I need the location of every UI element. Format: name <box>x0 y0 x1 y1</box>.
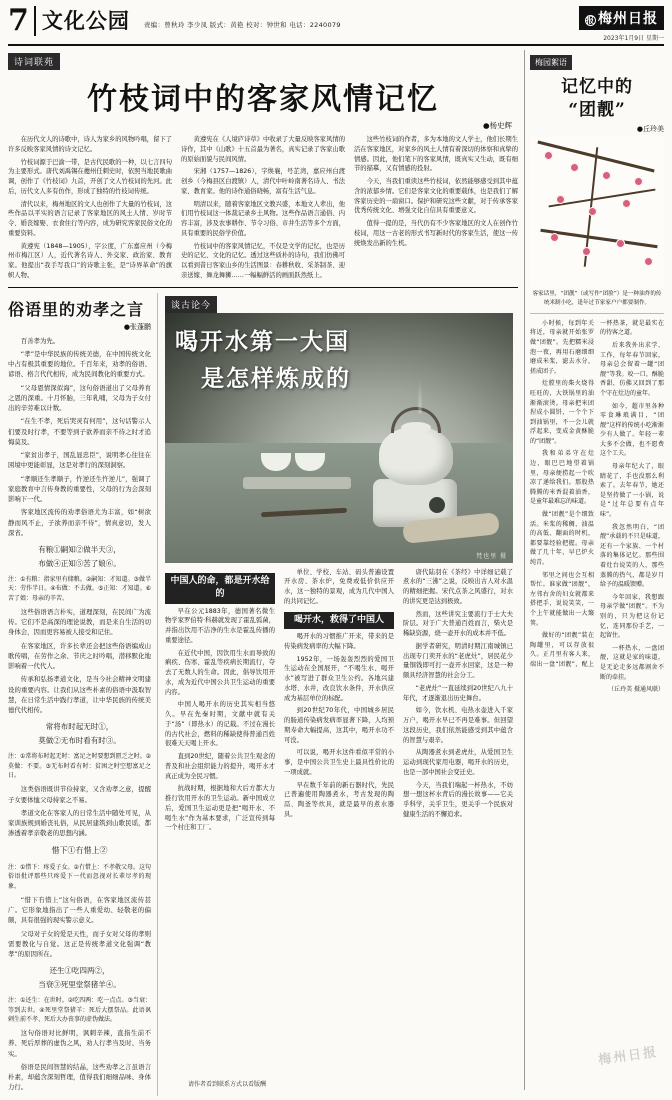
masthead <box>8 3 664 46</box>
right-headline-line2: “团靓” <box>568 99 626 120</box>
paragraph: 今天，当我们重读这些竹枝词，依然能够感受到其中蕴含的浓郁乡情。它们是客家文化的重要载体，也是我们了解客家历史的一扇窗口。保护和研究这些文献，对于传承客家优秀传统文化、增强文化自信具有重要意义。 <box>354 178 518 215</box>
paragraph: 灶膛里的柴火烧得旺旺的，大铁锅里的油渐渐滚烫。母亲把米团捏成小圆饼，一个个下到油锅里，不一会儿就浮起来，变成金黄酥脆的“团靓”。 <box>530 380 594 445</box>
verse-line: 莫做②无布时看有时③。 <box>38 735 121 745</box>
paragraph: “孝顺还生孝顺子，忤逆还生忤逆儿”，强调了家庭教育中言传身教的重要性，父母的行为会深刻影响下一代。 <box>8 474 151 503</box>
proverb-article <box>8 293 158 1096</box>
paragraph: 竹枝词中的客家风情记忆，不仅是文学的记忆，也是历史的记忆、文化的记忆。透过这些质朴的诗句，我们仿佛可以看到昔日客家山乡的生活图景：春耕秋收、采茶制茶、迎亲送嫁、舞龙舞狮……一幅幅鲜活的画面跃然纸上。 <box>181 242 345 279</box>
paragraph: 在客家地区，许多长辈还会把这些俗语编成山歌传唱，在劳作之余、节庆之时吟唱，潜移默化地影响着一代代人。 <box>8 641 151 671</box>
feature-headline-line2: 是怎样炼成的 <box>201 364 351 392</box>
photo-steam <box>419 379 421 413</box>
lead-body <box>8 135 518 281</box>
feature-article <box>165 293 513 1096</box>
verse-line: 有粮①嗣知②做半天③， <box>38 545 121 554</box>
right-column-tag: 梅园絮语 <box>530 55 572 70</box>
feature-headline <box>175 323 351 393</box>
verse-line: 还生①吃四两②， <box>49 966 110 976</box>
paragraph: 黄遵宪在《人境庐诗草》中收录了大量反映客家风情的诗作，其中《山歌》十五首最为著名，真实记录了客家山歌的原始面貌与民间风情。 <box>181 136 345 163</box>
paragraph: 黄遵宪（1848—1905），字公度，广东嘉应州（今梅州市梅江区）人，近代著名诗人、外交家、政治家、教育家。他提出“我手写我口”的诗歌主张，是“诗界革命”的旗帜人物。 <box>8 242 172 279</box>
proverb-body-4 <box>8 895 151 960</box>
blossom <box>622 199 631 208</box>
blossom <box>582 247 591 256</box>
proverb-body-2 <box>8 607 151 716</box>
verse-line: 布做④正知⑤苦了娘⑥。 <box>38 558 121 568</box>
paragraph: 母亲年纪大了，眼睛花了，手也没那么利索了。去年春节，她还是坚持做了一小锅，说是“过年总要有点年味”。 <box>600 463 664 519</box>
lead-byline: ●杨史辉 <box>482 121 512 130</box>
paragraph: “惜下冇惜上”这句俗语，在客家地区流传甚广。它形象地指出了一些人重爱幼、轻敬老的偏颇，具有很强的现实警示意义。 <box>8 895 151 925</box>
paragraph: 在近代中国，因饮用生水而导致的痢疾、伤寒、霍乱等疾病长期流行，夺去了无数人的生命。因此，倡导饮用开水，成为近代中国公共卫生运动的重要内容。 <box>165 649 275 696</box>
section-title: 文化公园 <box>34 6 130 36</box>
newspaper-logo: 报 梅州日报 <box>579 6 664 30</box>
proverb-verse-2 <box>8 720 151 747</box>
paragraph: 邻里之间也会互相帮忙。谁家做“团靓”，左邻右舍的妇女就都来搭把手，说说笑笑，一个上午就能做出一大簸箕。 <box>530 571 594 627</box>
proverb-note-2: 注：①常将布时起无时：富足之时要想到匮乏之时。②莫做：不要。③无布时看有时：贫困之时空想富足之日。 <box>8 753 151 779</box>
blossom <box>616 239 625 248</box>
paragraph: 1952年，一场轰轰烈烈的爱国卫生运动在全国展开，“不喝生水、喝开水”被写进了群众卫生公约。各地兴建水塔、水井，改良饮水条件，开水供应成为基层单位的标配。 <box>284 655 394 702</box>
paragraph: 百善孝为先。 <box>20 336 60 345</box>
watermark: 梅州日报 <box>597 1044 660 1069</box>
paragraph: 小时候，每到年关将近，母亲就开始张罗做“团靓”。先把糯米浸泡一夜，再用石磨细细磨成米浆，滤去水分，搓成团子。 <box>530 319 594 375</box>
illustration-caption: 客家话里，“团靓”（或写作“团脸”）是一种油炸的传统米制小吃，逢年过节家家户户都要制作。 <box>532 290 662 306</box>
paragraph: 抗战时期，根据地和大后方都大力推行饮用开水的卫生运动。新中国成立后，爱国卫生运动更是把“喝开水、不喝生水”作为基本要求，广泛宣传到每一个村庄和工厂。 <box>165 785 275 832</box>
blossom <box>550 233 559 242</box>
paragraph: 到20世纪70年代，中国城乡居民的肠道传染病发病率显著下降，人均预期寿命大幅提高，这其中，喝开水功不可没。 <box>284 707 394 744</box>
paragraph: “孝”是中华民族的传统美德，在中国传统文化中占有极其重要的地位。千百年来，劝孝的俗语、谚语、格言代代相传，成为民间教化的重要方式。 <box>8 349 151 379</box>
paragraph: 早在数千年前的新石器时代，先民已普遍使用陶器煮水，考古发现的陶鬲、陶釜等炊具，就是最早的煮水器具。 <box>284 781 394 818</box>
paragraph: “在生不孝，死后哭灵有何用”，这句话警示人们要及时行孝，不要等到子欲养而亲不待之时才追悔莫及。 <box>8 417 151 446</box>
logo-circle-icon: 报 <box>586 16 595 25</box>
proverb-headline: 俗语里的劝孝之言 <box>8 299 145 319</box>
paragraph: 俗语是民间智慧的结晶，这些劝孝之言虽语言朴素，却蕴含深刻哲理，值得我们细细品味、身体力行。 <box>8 1062 151 1092</box>
right-author: ●丘玲美 <box>636 124 664 133</box>
lead-article-tag: 诗词联苑 <box>8 53 60 70</box>
paragraph: 然而，这些讲究主要流行于士大夫阶层。对于广大普通百姓而言，柴火是稀缺资源，烧一壶开水的成本并不低。 <box>403 610 513 637</box>
paragraph: 一杯热水，一盘团靓，这就是家的味道，是无论走多远都割舍不断的牵挂。 <box>600 644 664 681</box>
masthead-credits: 责编：曾秋玲 李少凤 版式：黄艳 校对：钟世和 电话：2240079 <box>143 21 341 29</box>
issue-date: 2023年1月9日 星期一 <box>603 35 664 42</box>
paragraph: 今天，当我们端起一杯热水，不妨想一想这杯水背后的漫长故事——它关乎科学，关乎卫生，更关乎一个民族对健康生活的不懈追求。 <box>403 781 513 818</box>
paragraph: 如今，超市里各种零食琳琅满目，“团靓”这样的传统小吃渐渐少有人做了。年轻一辈大多不会做，也不愿费这个工夫。 <box>600 402 664 458</box>
plum-blossom-illustration <box>530 137 664 287</box>
paragraph: 做“团靓”是个细致活。米浆的稀稠、油温的高低、翻面的时机，都要靠经验把握。母亲做了几十年，早已炉火纯青。 <box>530 511 594 566</box>
paragraph: 宋湘（1757—1826），字焕襄，号芷湾，嘉应州白渡创乡（今梅县区白渡镇）人，清代中叶岭南著名诗人、书法家、教育家。他的诗作通俗晓畅，富有生活气息。 <box>181 168 345 195</box>
paragraph: 单位、学校、车站、码头普遍设置开水房、茶水炉，免费或低价供应开水，这一独特的景观，成为几代中国人的共同记忆。 <box>284 568 394 605</box>
blossom <box>588 207 597 216</box>
verse-line: 当衰③死里堂祭猪羊④。 <box>38 979 121 989</box>
feature-photo-block <box>165 313 513 563</box>
paragraph: 可以说，喝开水这件看似平常的小事，是中国公共卫生史上最具性价比的一项成就。 <box>284 749 394 776</box>
page-number: 7 <box>8 3 29 38</box>
photo-stove-vent <box>429 497 445 513</box>
paragraph: 我忽然明白，“团靓”承载的不只是味道，还有一个家族、一个村落的集体记忆。那些围着灶台说笑的人，那些蒸腾的热气，都是岁月给予的温暖馈赠。 <box>600 523 664 589</box>
photo-credit: 梵也里 摄 <box>476 552 507 560</box>
contact-note: 请作者看到联系方式以看版酬 <box>188 1081 267 1088</box>
lower-section <box>8 293 518 1096</box>
proverb-body <box>8 336 151 539</box>
lead-article <box>8 50 518 281</box>
right-signature: （丘玲美 摄通风联） <box>608 686 664 694</box>
paragraph: 中国人喝开水的历史其实相当悠久。早在先秦时期，文献中就有关于“汤”（即热水）的记载。不过在漫长的古代社会，燃料的稀缺使得普通百姓很难天天喝上开水。 <box>165 701 275 748</box>
proverb-body-3 <box>8 784 151 838</box>
proverb-body-5 <box>8 1028 151 1093</box>
paragraph: 父母对子女的爱是天性，而子女对父母的孝则需要教化与自觉。这正是传统孝道文化强调“教孝”的原因所在。 <box>8 929 151 959</box>
paragraph: 做好的“团靓”装在陶罐里，可以存放很久。正月里有客人来，端出一盘“团靓”，配上一杯热茶，就是最实在的待客之道。 <box>530 319 664 668</box>
blossom <box>634 177 643 186</box>
feature-subhead-1: 中国人的命，都是开水给的 <box>165 573 275 604</box>
paragraph: 客家地区流传的劝孝俗语尤为丰富，如“树欲静而风不止，子欲养而亲不待”，情真意切，发人深省。 <box>8 508 151 537</box>
paragraph: 明清以来，随着客家地区文教兴盛，本地文人辈出，他们用竹枝词这一体裁记录乡土风物。这些作品语言通俗、内容丰富，涉及农事耕作、节令习俗、市井生活等多个方面，具有重要的民俗学价值。 <box>181 200 345 237</box>
proverb-note-4: 注：①还生：在世时。②吃四两：吃一点点。③当衰：等到去世。④死里堂祭猪羊：死后大摆祭品。此语讽刺生前不孝、死后大办丧事的虚伪做法。 <box>8 997 151 1023</box>
blossom <box>544 151 553 160</box>
right-body <box>530 319 664 682</box>
photo-table-surface <box>165 443 513 563</box>
divider <box>8 287 518 288</box>
right-headline-line1: 记忆中的 <box>561 77 633 97</box>
paragraph: 早在公元1883年，德国著名微生物学家罗伯特·科赫就发现了霍乱弧菌，并指出饮用不洁净的生水是霍乱传播的重要途径。 <box>165 607 275 644</box>
paragraph: 我和弟弟守在灶边，眼巴巴地望着锅里，母亲便捞起一个吹凉了递给我们。那股热腾腾的米香混着油香，是童年最难忘的味道。 <box>530 450 594 506</box>
proverb-note-3: 注：①惜下：疼爱子女。②冇惜上：不孝敬父母。这句俗语批评那些只疼爱下一代而忽视对长辈尽孝的现象。 <box>8 863 151 890</box>
paragraph: 从陶器煮水到老虎灶，从爱国卫生运动到现代家用电器，喝开水的历史，也是一部中国社会变迁史。 <box>403 749 513 776</box>
paragraph: 这些俗语语言朴实，道理深刻，在民间广为流传。它们不是高深的理论说教，而是来自生活的切身体会，因而更容易被人接受和记住。 <box>8 607 151 637</box>
paragraph: 据学者研究，明清时期江南城镇已出现专门卖开水的“老虎灶”，居民花少量铜钱即可打一壶开水回家，这是一种颇具经济智慧的社会分工。 <box>403 642 513 679</box>
feature-headline-line1: 喝开水第一大国 <box>175 327 350 355</box>
paragraph: 这些竹枝词的作者，多为本地的文人学士，他们长期生活在客家地区，对家乡的风土人情有着深切的体察和真挚的情感。因此，他们笔下的客家风情，既真实又生动，既有细节的描摹，又有情感的投射。 <box>354 136 518 173</box>
paragraph: 在历代文人的诗歌中，诗人为家乡的风物吟唱，留下了许多反映客家风情的诗文记忆。 <box>8 136 172 153</box>
proverb-note-1: 注：①有粮：指家里有储粮。②嗣知：才知道。③做半天：劳作半日。④布做：不去做。⑤正知：才知道。⑥苦了娘：母亲的辛苦。 <box>8 576 151 602</box>
main-columns <box>8 50 518 1090</box>
paragraph: 这句俗语对比鲜明，讽刺辛辣，直指生前不养、死后厚葬的虚伪之风，劝人行孝当及时、当务实。 <box>8 1029 151 1058</box>
paragraph: 值得一提的是，当代仍有不少客家地区的文人在创作竹枝词，用这一古老的形式书写新时代的客家生活，使这一传统焕发出新的生机。 <box>354 220 518 247</box>
paragraph: “家贫出孝子，国乱显忠臣”，说明孝心往往在困境中更能彰显，这是对孝行的深刻洞察。 <box>8 451 151 470</box>
divider <box>530 313 664 314</box>
feature-tag: 谈古论今 <box>165 296 217 313</box>
verse-line: 常将布时起无时①， <box>45 722 114 732</box>
blossom <box>556 195 565 204</box>
right-column <box>524 50 664 1090</box>
paragraph: 孝道文化在客家人的日常生活中随处可见，从家训族规到婚丧礼俗，从民居建筑到山歌民谣，都渗透着孝亲敬老的思想内涵。 <box>8 808 151 838</box>
feature-body <box>165 568 513 834</box>
paragraph: 传承和弘扬孝道文化，是当今社会精神文明建设的重要内容。让我们从这些朴素的俗语中汲取智慧，在日常生活中践行孝道，让中华民族的传统美德代代相传。 <box>8 675 151 715</box>
photo-tea-tray <box>243 477 351 489</box>
proverb-verse-4 <box>8 964 151 991</box>
blossom <box>602 171 611 180</box>
blossom <box>644 257 653 266</box>
paragraph: “老虎灶”一直延续到20世纪八九十年代，才逐渐退出历史舞台。 <box>403 684 513 702</box>
paragraph: 这类俗语既讲节俭持家，又含劝孝之意，提醒子女要体恤父母持家之不易。 <box>8 785 151 804</box>
feature-subhead-2: 喝开水，救得了中国人 <box>284 612 394 630</box>
page-body <box>8 50 664 1090</box>
proverb-verse-3: 惜下①冇惜上② <box>51 845 108 855</box>
photo-teapot <box>379 427 453 485</box>
paragraph: 唐代陆羽在《茶经》中详细记载了煮水的“三沸”之说，反映出古人对水温的精细把握。宋代点茶之风盛行，对水的讲究更是达到极致。 <box>403 568 513 605</box>
photo-teapot-handle <box>391 407 441 433</box>
paragraph: 后来我外出求学、工作，每年春节回家，母亲总会留着一罐“团靓”等我。咬一口，酥脆香甜，仿佛又回到了那个守在灶边的童年。 <box>600 341 664 397</box>
paragraph: 喝开水的习惯推广开来，带来的是传染病发病率的大幅下降。 <box>284 633 394 650</box>
paragraph: 如今，饮水机、电热水壶进入千家万户，喝开水早已不再是难事。但回望这段历史，我们依然能感受到其中蕴含的智慧与艰辛。 <box>403 707 513 744</box>
blossom <box>570 163 579 172</box>
lead-headline: 竹枝词中的客家风情记忆 <box>87 82 439 117</box>
newspaper-logo-block <box>552 6 664 42</box>
paragraph: 直到20世纪，随着公共卫生观念的普及和社会组织能力的提升，喝开水才真正成为全民习惯。 <box>165 753 275 780</box>
right-headline <box>530 76 664 122</box>
paragraph: 今年回家，我想跟母亲学做“团靓”。不为别的，只为把这份记忆，连同那份手艺，一起留住。 <box>600 593 664 640</box>
paragraph: 竹枝词源于巴渝一带，是古代民歌的一种，以七言四句为主要形式。唐代刘禹锡在夔州任刺史时，依照当地民歌曲调，创作了《竹枝词》九首，开创了文人竹枝词的先河。此后，历代文人多有仿作，形成了独特的竹枝词传统。 <box>8 158 172 195</box>
proverb-verse-1 <box>8 543 151 570</box>
paragraph: “父母恩情深似海”，这句俗语道出了父母养育之恩的深重。十月怀胎，三年乳哺，父母为子女付出的辛劳难以计数。 <box>8 383 151 412</box>
paragraph: 清代以来，梅州地区的文人也创作了大量的竹枝词，这些作品以平实的语言记录了客家地区的风土人情、岁时节令、婚丧嫁娶、衣食住行等内容，成为研究客家民俗文化的重要资料。 <box>8 200 172 237</box>
proverb-author: ●张蓬鹏 <box>123 322 151 331</box>
